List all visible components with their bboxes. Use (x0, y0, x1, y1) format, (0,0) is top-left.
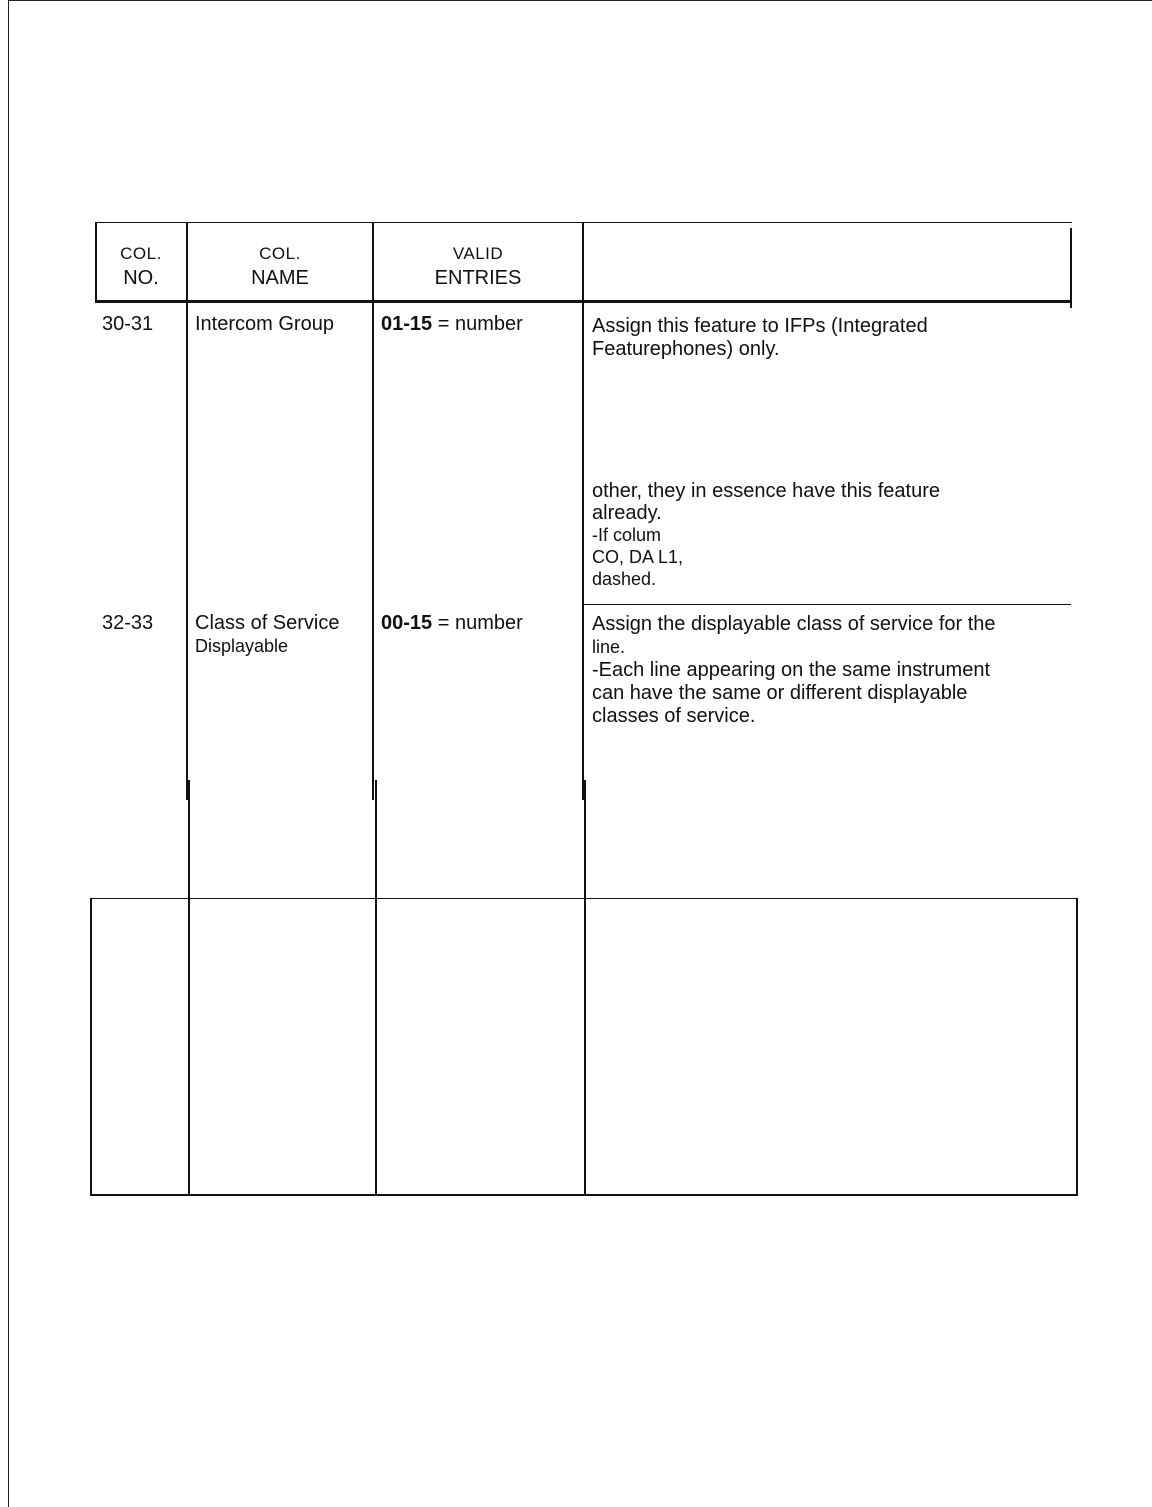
row2-valid-rest: = number (432, 612, 523, 634)
row2-col-name-line: Class of Service (195, 612, 340, 634)
header-bottom-rule (95, 300, 1071, 303)
row1-description-bottom (592, 480, 940, 590)
column-divider (186, 222, 188, 800)
row2-description-line: -Each line appearing on the same instrument (592, 659, 991, 681)
header-valid-entries-line1: VALID (452, 244, 504, 263)
row2-description-line: can have the same or different displayable (592, 682, 968, 704)
header-col-name-line1: COL. (259, 244, 301, 263)
row1-description-line: -If colum (592, 525, 662, 545)
row2-col-name (195, 612, 340, 658)
row1-description-line: Assign this feature to IFPs (Integrated (592, 315, 928, 337)
row1-col-no: 30-31 (102, 313, 154, 335)
row1-description-line: CO, DA L1, (592, 547, 684, 567)
row1-description-line: Featurephones) only. (592, 338, 780, 360)
row2-valid-code: 00-15 (381, 612, 433, 634)
row1-description-top (592, 315, 928, 361)
header-col-no (96, 242, 186, 290)
table-right-border (1076, 898, 1078, 1196)
header-col-name-line2: NAME (251, 267, 309, 289)
row1-col-name: Intercom Group (195, 313, 334, 335)
row1-valid-entries (381, 313, 523, 336)
table-left-border (90, 898, 92, 1196)
row2-col-no: 32-33 (102, 612, 154, 634)
row1-description-line: other, they in essence have this feature (592, 480, 940, 502)
row-divider (584, 604, 1071, 605)
row1-description-line: already. (592, 502, 662, 524)
row2-valid-entries (381, 612, 523, 635)
header-valid-entries (374, 242, 582, 290)
row2-col-name-line: Displayable (195, 636, 289, 656)
table-bottom-rule (90, 1194, 1078, 1196)
row2-description-line: classes of service. (592, 705, 756, 727)
header-col-no-line1: COL. (120, 244, 162, 263)
row1-valid-code: 01-15 (381, 313, 433, 335)
row1-description-line: dashed. (592, 569, 657, 589)
column-divider (188, 780, 190, 1196)
header-col-name (188, 242, 372, 290)
header-valid-entries-line2: ENTRIES (434, 267, 522, 289)
row-divider (90, 898, 1078, 899)
row1-valid-rest: = number (432, 313, 523, 335)
column-divider (375, 780, 377, 1196)
row2-description-line: line. (592, 637, 626, 657)
header-top-rule (95, 222, 1072, 223)
column-divider (582, 222, 584, 800)
column-divider (584, 780, 586, 1196)
column-divider (372, 222, 374, 800)
row2-description-line: Assign the displayable class of service for the (592, 613, 996, 635)
row2-description (592, 613, 996, 728)
header-col-no-line2: NO. (123, 267, 159, 289)
table-right-border (1070, 228, 1072, 308)
